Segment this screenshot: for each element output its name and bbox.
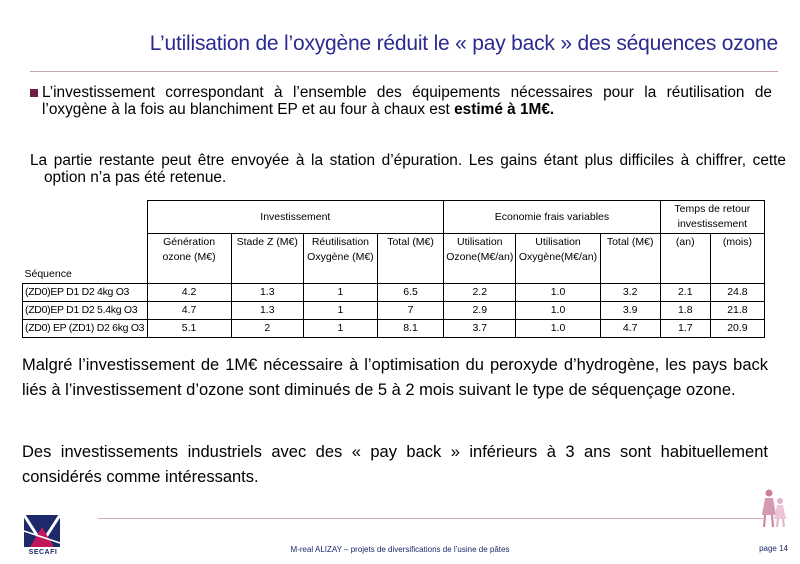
paragraph-pay-back: Des investissements industriels avec des « pay back » inférieurs à 3 ans sont habituellement considérés comme intéressants.	[22, 443, 768, 486]
column-header: Génération ozone (M€)	[147, 234, 231, 284]
table-cell: 21.8	[710, 302, 764, 320]
square-bullet-icon	[30, 89, 38, 97]
table-cell: 4.7	[147, 302, 231, 320]
column-header: (an)	[660, 234, 710, 284]
table-cell: 2.9	[444, 302, 516, 320]
logo-text: SECAFI	[28, 549, 58, 556]
table-cell: 24.8	[710, 284, 764, 302]
figures-decoration-icon	[757, 487, 789, 529]
table-cell: 2.1	[660, 284, 710, 302]
table-cell: 3.9	[600, 302, 660, 320]
column-header: (mois)	[710, 234, 764, 284]
column-header: Utilisation Ozone(M€/an)	[444, 234, 516, 284]
column-header: Utilisation Oxygène(M€/an)	[516, 234, 600, 284]
table-row	[23, 302, 765, 320]
table-cell: 20.9	[710, 320, 764, 338]
table-cell: 1	[303, 284, 377, 302]
header-investissement: Investissement	[147, 201, 444, 234]
table-cell: 1.3	[231, 302, 303, 320]
table-cell: 1	[303, 302, 377, 320]
sequence-cell: (ZD0)EP D1 D2 4kg O3	[23, 284, 148, 302]
bullet-text	[42, 84, 772, 118]
bullet-text-bold: estimé à 1M€.	[454, 101, 555, 118]
footer-text: M-real ALIZAY – projets de diversifications de l’usine de pâtes	[290, 545, 510, 554]
table-cell: 1.8	[660, 302, 710, 320]
title-divider	[30, 71, 778, 72]
column-header: Stade Z (M€)	[231, 234, 303, 284]
table-cell: 2.2	[444, 284, 516, 302]
footer-divider	[98, 518, 765, 519]
paragraph-station-epuration: La partie restante peut être envoyée à la station d’épuration. Les gains étant plus difficiles à chiffrer, cette option n’a pas été retenue.	[30, 152, 786, 186]
table-cell: 7	[378, 302, 444, 320]
table-cell: 1	[303, 320, 377, 338]
header-sequence: Séquence	[23, 234, 148, 284]
table-cell: 4.2	[147, 284, 231, 302]
bullet-text-plain: L’investissement correspondant à l’ensemble des équipements nécessaires pour la réutilisation de l’oxygène à la fois au blanchiment EP et au four à chaux est	[42, 84, 772, 118]
table-corner	[23, 201, 148, 234]
paragraph-peroxyde: Malgré l’investissement de 1M€ nécessaire à l’optimisation du peroxyde d’hydrogène, les pays back liés à l’investissement d’ozone sont diminués de 5 à 2 mois suivant le type de séquençage ozone.	[22, 356, 768, 399]
table-cell: 2	[231, 320, 303, 338]
table-cell: 4.7	[600, 320, 660, 338]
slide-title: L’utilisation de l’oxygène réduit le « pay back » des séquences ozone	[149, 32, 778, 55]
investment-table	[22, 200, 765, 338]
sequence-cell: (ZD0)EP D1 D2 5.4kg O3	[23, 302, 148, 320]
table-cell: 1.0	[516, 284, 600, 302]
column-header: Total (M€)	[600, 234, 660, 284]
page-number: page 14	[759, 544, 788, 553]
table-cell: 3.7	[444, 320, 516, 338]
table-cell: 1.0	[516, 302, 600, 320]
table-cell: 3.2	[600, 284, 660, 302]
table-cell: 6.5	[378, 284, 444, 302]
table-row	[23, 284, 765, 302]
bullet-paragraph	[30, 84, 772, 118]
table-cell: 1.7	[660, 320, 710, 338]
header-economie: Economie frais variables	[444, 201, 661, 234]
table-cell: 1.3	[231, 284, 303, 302]
column-header: Réutilisation Oxygène (M€)	[303, 234, 377, 284]
column-header: Total (M€)	[378, 234, 444, 284]
table-row	[23, 320, 765, 338]
sequence-cell: (ZD0) EP (ZD1) D2 6kg O3	[23, 320, 148, 338]
header-temps-retour: Temps de retour investissement	[660, 201, 764, 234]
table-cell: 5.1	[147, 320, 231, 338]
table-cell: 8.1	[378, 320, 444, 338]
table-cell: 1.0	[516, 320, 600, 338]
